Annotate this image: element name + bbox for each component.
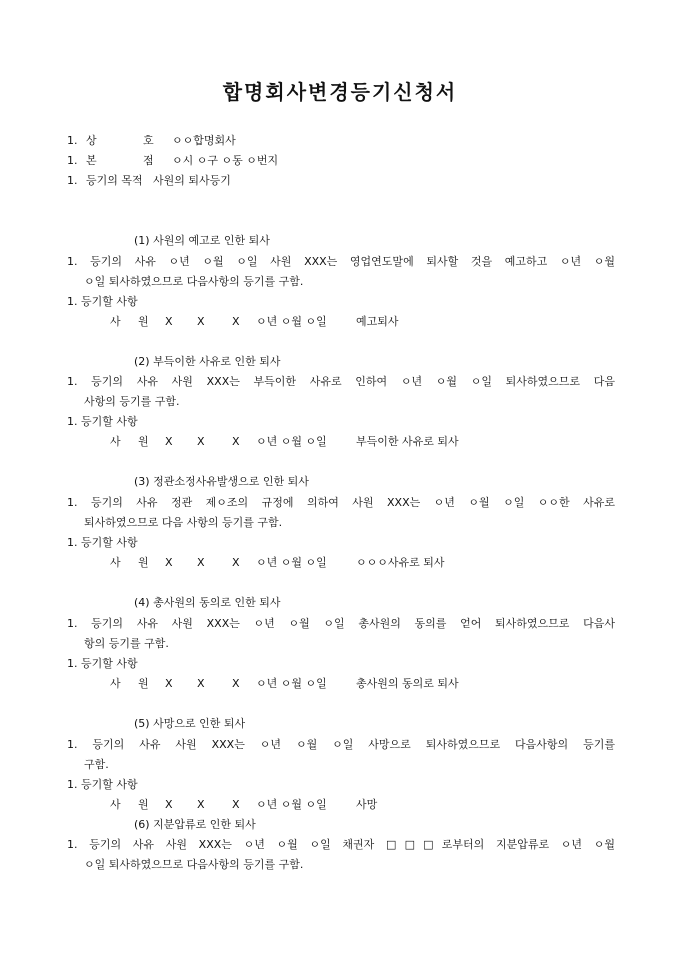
entry-sa: 사 (110, 556, 121, 569)
entry-x: X (197, 315, 205, 328)
entry-x: X (232, 677, 240, 690)
entry-x: X (165, 556, 173, 569)
entry-x: X (197, 798, 205, 811)
entry-detail: 예고퇴사 (356, 315, 399, 328)
reason-line (67, 493, 615, 513)
entry-x: X (232, 798, 240, 811)
entry-date: ㅇ년 ㅇ월 ㅇ일 (256, 677, 327, 690)
entry-sa: 사 (110, 798, 121, 811)
entry-x: X (197, 556, 205, 569)
registration-entry (110, 553, 445, 573)
reason-line (67, 614, 615, 634)
entry-won: 원 (138, 435, 149, 448)
reason-line (67, 252, 615, 272)
entry-detail: 총사원의 동의로 퇴사 (356, 677, 459, 690)
entry-won: 원 (138, 798, 149, 811)
matters-label: 1. 등기할 사항 (67, 778, 138, 791)
company-label-a: 상 (86, 134, 97, 147)
section-heading: (2) 부득이한 사유로 인한 퇴사 (134, 355, 281, 368)
reason-text: 1. 등기의 사유 사원 XXX는 ㅇ년 ㅇ월 ㅇ일 총사원의 동의를 얻어 퇴사하였으므로 다음사 (67, 617, 615, 630)
entry-won: 원 (138, 677, 149, 690)
office-num: 1. (67, 154, 78, 167)
entry-detail: 사망 (356, 798, 378, 811)
reason-continuation: 사항의 등기를 구함. (84, 395, 180, 408)
entry-detail: 부득이한 사유로 퇴사 (356, 435, 459, 448)
purpose-value: 사원의 퇴사등기 (153, 174, 231, 187)
reason-line (67, 835, 615, 855)
company-num: 1. (67, 134, 78, 147)
entry-x: X (165, 798, 173, 811)
matters-label: 1. 등기할 사항 (67, 295, 138, 308)
section-heading: (3) 정관소정사유발생으로 인한 퇴사 (134, 475, 309, 488)
entry-date: ㅇ년 ㅇ월 ㅇ일 (256, 435, 327, 448)
reason-text: 1. 등기의 사유 정관 제ㅇ조의 규정에 의하여 사원 XXX는 ㅇ년 ㅇ월 ㅇ일 ㅇㅇ한 사유로 (67, 496, 615, 509)
reason-continuation: 항의 등기를 구함. (84, 637, 169, 650)
registration-entry (110, 674, 459, 694)
purpose-num: 1. (67, 174, 78, 187)
registration-entry (110, 795, 377, 815)
reason-continuation: 구함. (84, 758, 109, 771)
entry-date: ㅇ년 ㅇ월 ㅇ일 (256, 798, 327, 811)
matters-label: 1. 등기할 사항 (67, 657, 138, 670)
entry-x: X (165, 315, 173, 328)
registration-entry (110, 312, 399, 332)
entry-x: X (165, 677, 173, 690)
section-heading: (1) 사원의 예고로 인한 퇴사 (134, 234, 270, 247)
entry-sa: 사 (110, 677, 121, 690)
reason-continuation: 퇴사하였으므로 다음 사항의 등기를 구함. (84, 516, 283, 529)
document-title: 합명회사변경등기신청서 (222, 80, 458, 104)
entry-date: ㅇ년 ㅇ월 ㅇ일 (256, 556, 327, 569)
section-heading: (5) 사망으로 인한 퇴사 (134, 717, 246, 730)
entry-x: X (197, 677, 205, 690)
entry-x: X (197, 435, 205, 448)
reason-text: 1. 등기의 사유 사원 XXX는 ㅇ년 ㅇ월 ㅇ일 사망으로 퇴사하였으므로 다음사항의 등기를 (67, 738, 615, 751)
reason-continuation: ㅇ일 퇴사하였으므로 다음사항의 등기를 구함. (84, 275, 304, 288)
entry-sa: 사 (110, 435, 121, 448)
matters-label: 1. 등기할 사항 (67, 536, 138, 549)
entry-detail: ㅇㅇㅇ사유로 퇴사 (356, 556, 445, 569)
entry-won: 원 (138, 315, 149, 328)
matters-label: 1. 등기할 사항 (67, 415, 138, 428)
reason-text: 1. 등기의 사유 ㅇ년 ㅇ월 ㅇ일 사원 XXX는 영업연도말에 퇴사할 것을 예고하고 ㅇ년 ㅇ월 (67, 255, 615, 268)
entry-x: X (165, 435, 173, 448)
entry-x: X (232, 435, 240, 448)
office-value: ㅇ시 ㅇ구 ㅇ동 ㅇ번지 (172, 154, 279, 167)
company-value: ㅇㅇ합명회사 (172, 134, 236, 147)
entry-sa: 사 (110, 315, 121, 328)
reason-text: 1. 등기의 사유 사원 XXX는 ㅇ년 ㅇ월 ㅇ일 채권자 □□□로부터의 지분압류로 ㅇ년 ㅇ월 (67, 838, 615, 851)
entry-won: 원 (138, 556, 149, 569)
section-heading: (6) 지분압류로 인한 퇴사 (134, 818, 256, 831)
reason-text: 1. 등기의 사유 사원 XXX는 부득이한 사유로 인하여 ㅇ년 ㅇ월 ㅇ일 퇴사하였으므로 다음 (67, 375, 615, 388)
registration-entry (110, 432, 459, 452)
section-heading: (4) 총사원의 동의로 인한 퇴사 (134, 596, 281, 609)
reason-line (67, 372, 615, 392)
reason-continuation: ㅇ일 퇴사하였으므로 다음사항의 등기를 구함. (84, 858, 304, 871)
purpose-label: 등기의 목적 (86, 174, 143, 187)
entry-date: ㅇ년 ㅇ월 ㅇ일 (256, 315, 327, 328)
reason-line (67, 735, 615, 755)
entry-x: X (232, 315, 240, 328)
office-label-b: 점 (143, 154, 154, 167)
entry-x: X (232, 556, 240, 569)
company-label-b: 호 (143, 134, 154, 147)
office-label-a: 본 (86, 154, 97, 167)
